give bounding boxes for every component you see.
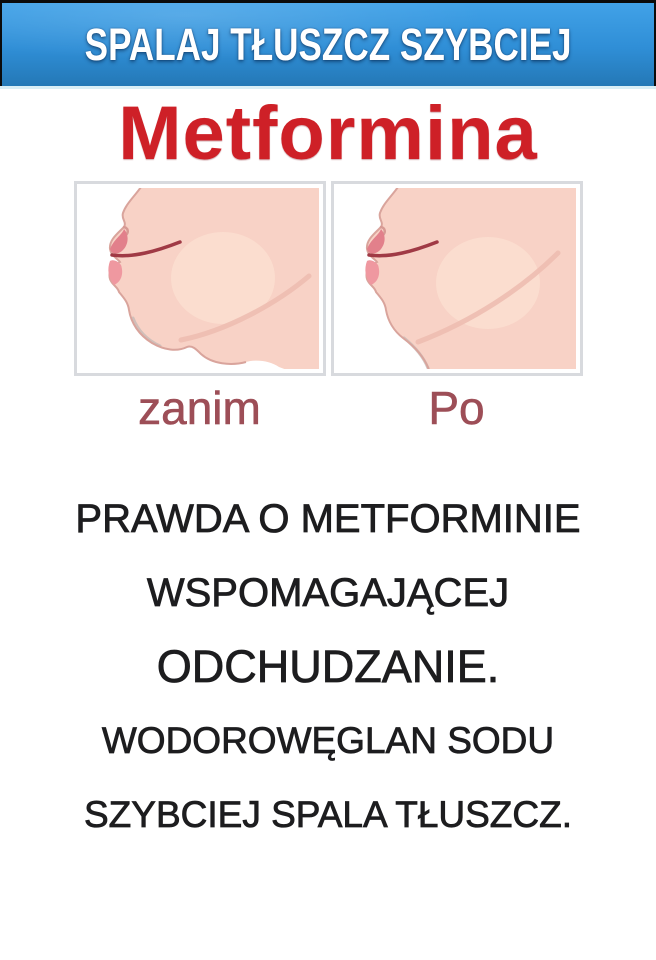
- claim-line-2: WSPOMAGAJĄCEJ: [146, 571, 510, 615]
- after-face-illustration: [338, 188, 576, 369]
- claim-text: [0, 482, 656, 852]
- product-title: Metformina: [118, 91, 538, 176]
- claim-line-3: ODCHUDZANIE.: [156, 641, 500, 692]
- claim-line-5: SZYBCIEJ SPALA TŁUSZCZ.: [84, 794, 572, 835]
- before-after-comparison: [74, 181, 583, 376]
- banner-bottom-strip: [0, 86, 656, 89]
- claim-line-4: WODOROWĘGLAN SODU: [101, 720, 555, 761]
- before-face-illustration: [81, 188, 319, 369]
- after-panel: [331, 181, 583, 376]
- comparison-labels: [74, 378, 583, 438]
- claim-line-1: PRAWDA O METFORMINIE: [75, 497, 581, 541]
- before-panel: [74, 181, 326, 376]
- banner-title: SPALAJ TŁUSZCZ SZYBCIEJ: [84, 18, 572, 70]
- banner: [0, 0, 656, 86]
- before-label: zanim: [138, 382, 261, 434]
- after-label: Po: [428, 382, 485, 434]
